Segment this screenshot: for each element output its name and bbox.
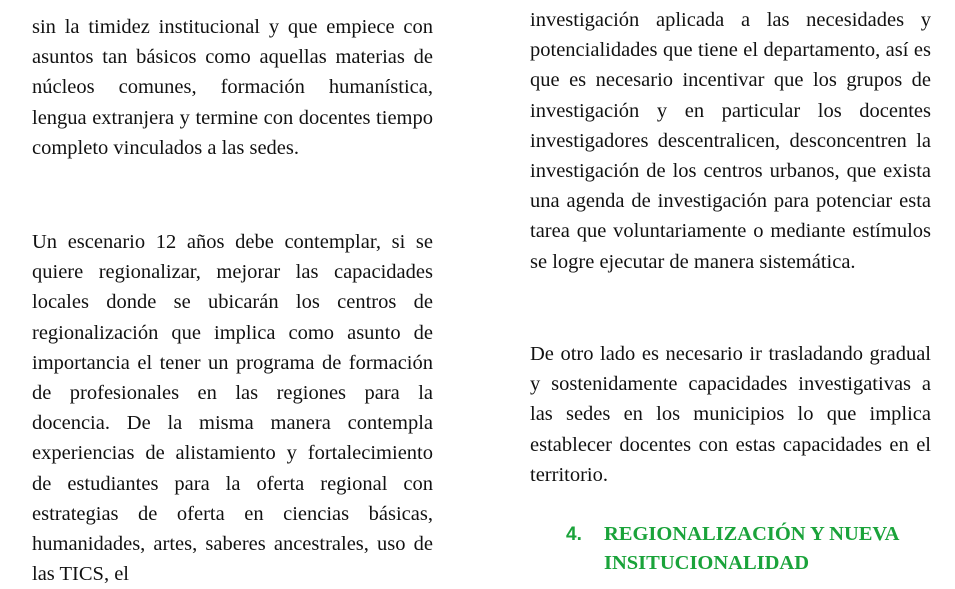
section-heading-number: 4. (566, 524, 582, 545)
right-paragraph-1: investigación aplicada a las necesidades y potencialidades que tiene el departamento, así es que es necesario incentivar que los grupos de investigación y en particular los docentes investigadores descentralicen, desconcentren la investigación de los centros urbanos, que exista una agenda de investigación para potenciar esta tarea que voluntariamente o mediante estímulos se logre ejecutar de manera sistemática. (530, 9, 931, 273)
right-paragraph-2: De otro lado es necesario ir trasladando gradual y sostenidamente capacidades investigativas a las sedes en los municipios lo que implica establecer docentes con estas capacidades en el territorio. (530, 343, 931, 486)
left-paragraph-2: Un escenario 12 años debe contemplar, si se quiere regionalizar, mejorar las capacidades locales donde se ubicarán los centros de regionalización que implica como asunto de importancia el tener un programa de formación de profesionales en las regiones para la docencia. De la misma manera contempla experiencias de alistamiento y fortalecimiento de estudiantes para la oferta regional con estrategias de oferta en ciencias básicas, humanidades, artes, saberes ancestrales, uso de las TICS, el (32, 231, 433, 586)
left-paragraph-1: sin la timidez institucional y que empiece con asuntos tan básicos como aquellas materias de núcleos comunes, formación humanística, lengua extranjera y termine con docentes tiempo completo vinculados a las sedes. (32, 16, 433, 159)
section-heading-title: REGIONALIZACIÓN Y NUEVA INSITUCIONALIDAD (604, 523, 899, 574)
